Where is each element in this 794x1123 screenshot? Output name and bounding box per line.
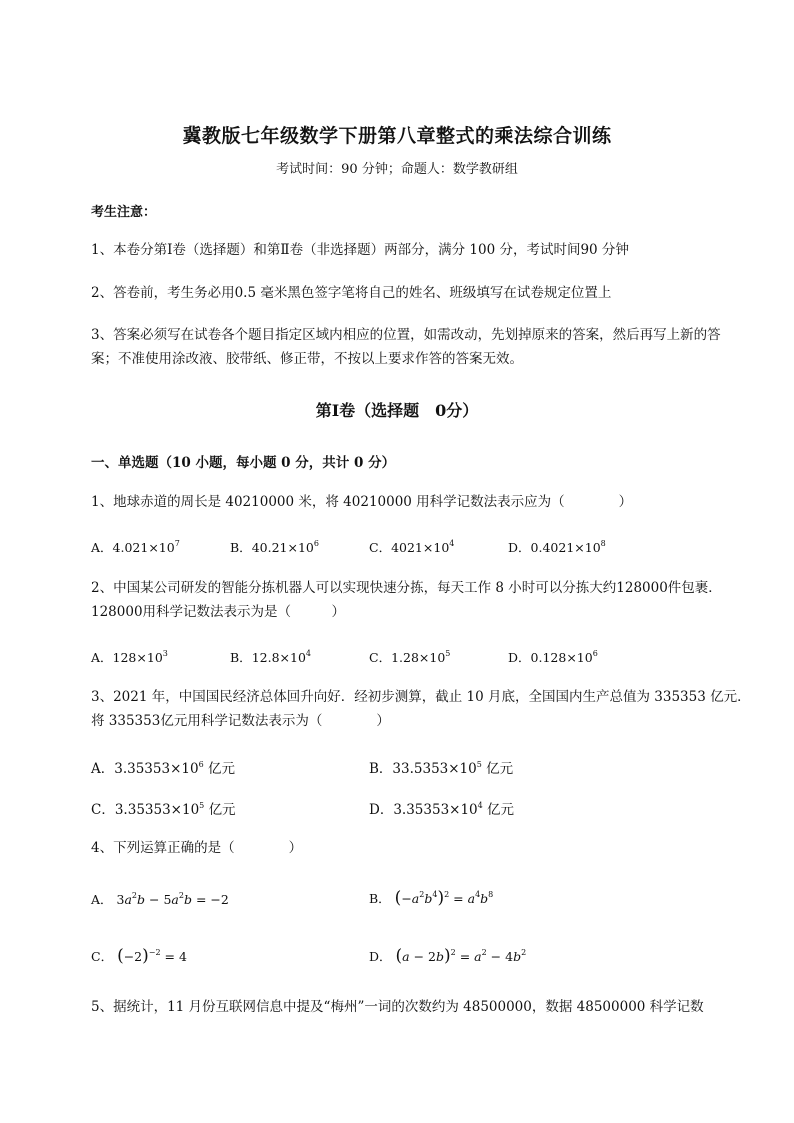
exam-subtitle: 考试时间：90 分钟；命题人：数学教研组 (276, 162, 518, 177)
question-2-option-b[interactable]: B．$12.8\times 10^4$ (230, 649, 311, 665)
exam-title: 冀教版七年级数学下册第八章整式的乘法综合训练 (182, 125, 612, 147)
question-3-option-a[interactable]: A．$3.35353\times 10^6$ 亿元 (91, 760, 235, 777)
question-4-option-a[interactable]: A． $3a^2b - 5a^2b = -2$ (91, 891, 229, 907)
question-4-formula-b: $(-a^2b^4)^2 = a^4b^8$ (394, 888, 494, 908)
question-1-option-d[interactable]: D．$0.4021\times 10^8$ (508, 539, 606, 555)
question-3-option-c[interactable]: C．$3.35353\times 10^5$ 亿元 (91, 801, 236, 818)
question-4-option-c[interactable]: C． $(-2)^{-2} = 4$ (91, 946, 187, 966)
question-2-option-a[interactable]: A．$128\times 10^3$ (91, 649, 168, 665)
part-heading: 一、单选题（10 小题，每小题 0 分，共计 0 分） (91, 455, 396, 471)
question-4-formula-c: $(-2)^{-2} = 4$ (117, 946, 187, 966)
notice-item-3: 3、答案必须写在试卷各个题目指定区域内相应的位置，如需改动，先划掉原来的答案，然后再写上新的答案；不准使用涂改液、胶带纸、修正带，不按以上要求作答的答案无效。 (91, 327, 721, 367)
question-2-option-d[interactable]: D．$0.128\times 10^6$ (508, 649, 598, 665)
notice-item-1: 1、本卷分第Ⅰ卷（选择题）和第Ⅱ卷（非选择题）两部分，满分 100 分，考试时间90 分钟 (91, 242, 629, 258)
question-5-stem: 5、据统计，11 月份互联网信息中提及“梅州”一词的次数约为 48500000，数据 48500000 科学记数 (91, 999, 704, 1015)
question-4-stem: 4、下列运算正确的是（ ） (91, 840, 303, 856)
question-4-formula-a: $3a^2b - 5a^2b = -2$ (116, 891, 229, 907)
question-4-option-b[interactable]: B． $(-a^2b^4)^2 = a^4b^8$ (369, 888, 494, 908)
question-4-formula-d: $(a - 2b)^2 = a^2 - 4b^2$ (395, 946, 527, 966)
question-3-stem: 3、2021 年，中国国民经济总体回升向好．经初步测算，截止 10 月底，全国国内生产总值为 335353 亿元．将 335353亿元用科学记数法表示为（ ） (91, 689, 751, 729)
question-1-stem: 1、地球赤道的周长是 40210000 米，将 40210000 用科学记数法表示应为（ ） (91, 494, 633, 510)
question-1-option-a[interactable]: A．$4.021\times 10^7$ (91, 539, 180, 555)
question-1-option-c[interactable]: C．$4021\times 10^4$ (369, 539, 455, 555)
question-4-option-d[interactable]: D． $(a - 2b)^2 = a^2 - 4b^2$ (369, 946, 527, 966)
notice-item-2: 2、答卷前，考生务必用0.5 毫米黑色签字笔将自己的姓名、班级填写在试卷规定位置上 (91, 285, 612, 301)
question-2-stem: 2、中国某公司研发的智能分拣机器人可以实现快速分拣，每天工作 8 小时可以分拣大约128000件包裹．128000用科学记数法表示为是（ ） (91, 580, 722, 620)
question-3-option-b[interactable]: B．$33.5353\times 10^5$ 亿元 (369, 760, 514, 777)
question-1-option-b[interactable]: B．$40.21\times 10^6$ (230, 539, 319, 555)
notice-heading: 考生注意： (91, 205, 157, 220)
question-2-option-c[interactable]: C．$1.28\times 10^5$ (369, 649, 451, 665)
question-3-option-d[interactable]: D．$3.35353\times 10^4$ 亿元 (369, 801, 515, 818)
section-title: 第Ⅰ卷（选择题 0分） (315, 401, 479, 420)
